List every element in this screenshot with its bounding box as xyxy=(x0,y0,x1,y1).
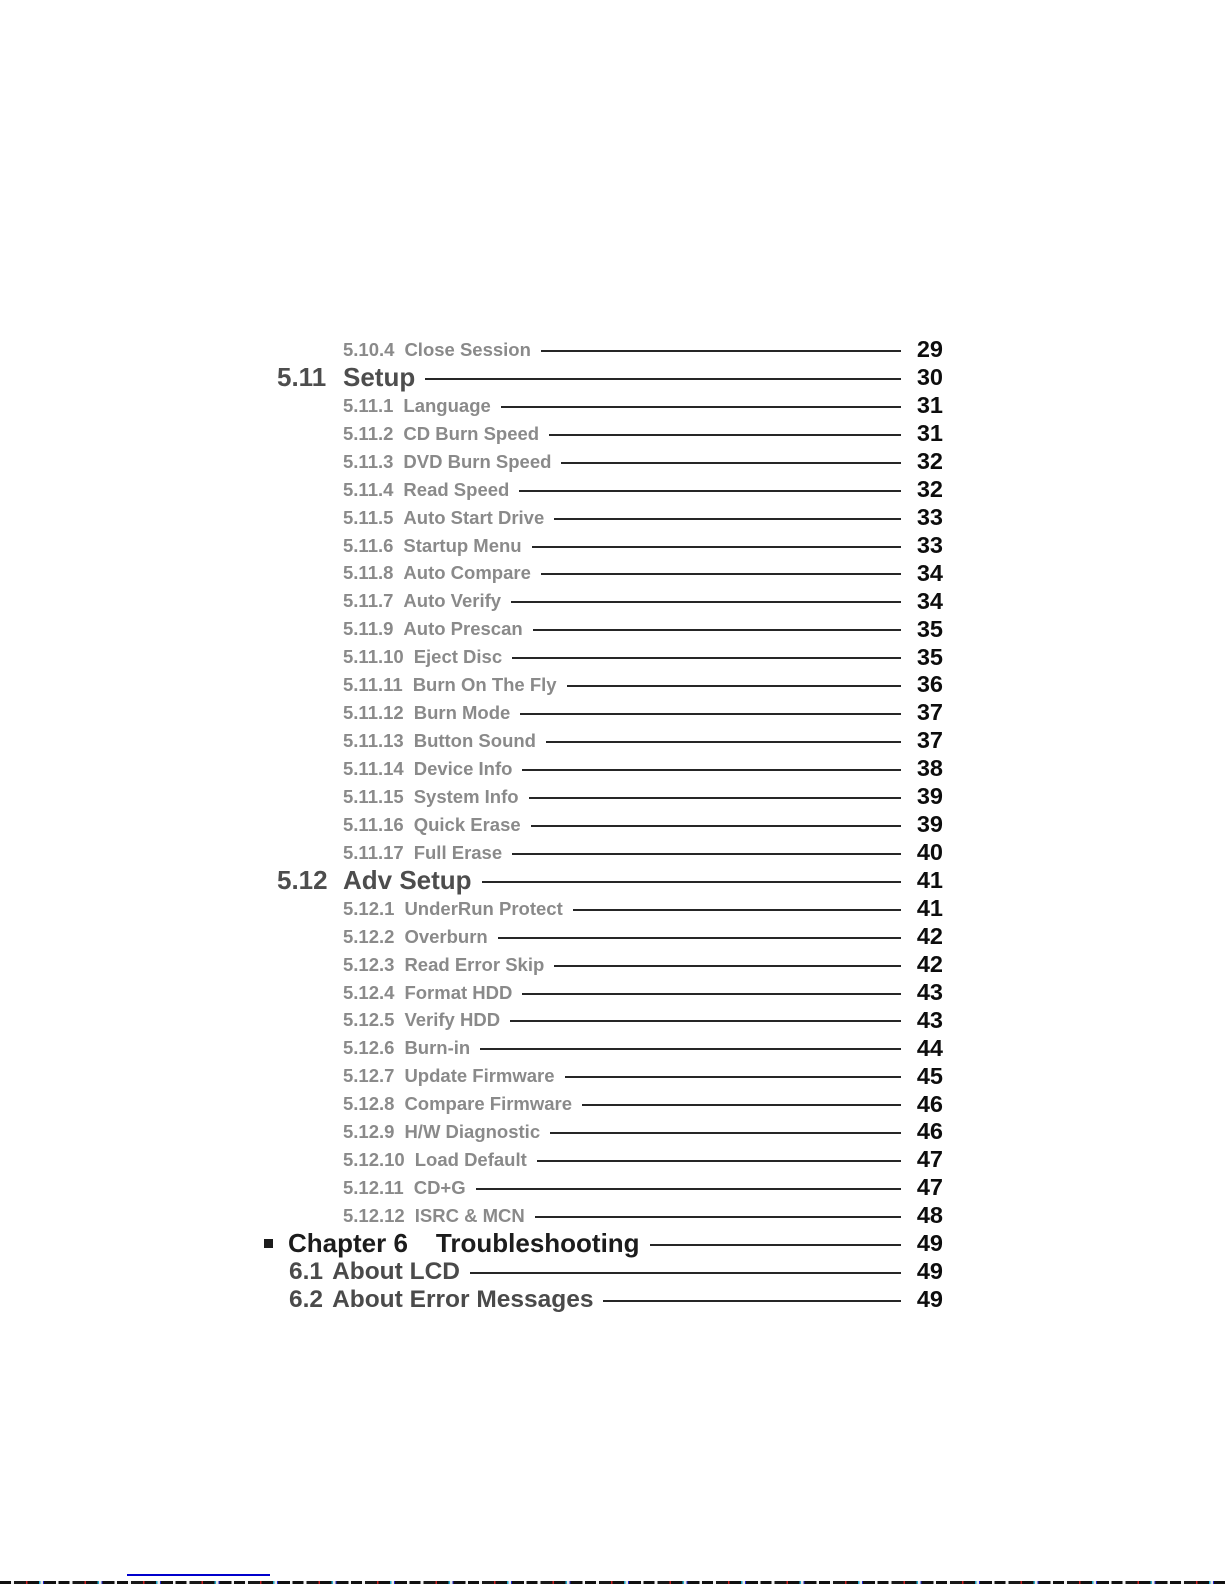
entry-title: Troubleshooting xyxy=(435,1228,640,1259)
page-number: 31 xyxy=(916,420,943,447)
page-number: 49 xyxy=(916,1258,943,1285)
leader-line xyxy=(537,1160,901,1162)
toc-entry xyxy=(263,532,943,560)
toc-entry xyxy=(263,699,943,727)
entry-title: Language xyxy=(403,394,491,416)
leader-line xyxy=(501,406,901,408)
page-number: 32 xyxy=(916,447,943,474)
entry-number: 5.11 xyxy=(277,362,327,393)
toc-entry xyxy=(263,951,943,979)
entry-title: Verify HDD xyxy=(404,1009,501,1031)
entry-title: Eject Disc xyxy=(413,646,503,668)
page-number: 47 xyxy=(916,1174,943,1201)
toc-entry xyxy=(263,1286,943,1314)
toc-entry xyxy=(263,1174,943,1202)
page-number: 43 xyxy=(916,978,943,1005)
page-number: 49 xyxy=(916,1230,943,1257)
leader-line xyxy=(582,1104,901,1106)
leader-line xyxy=(549,434,901,436)
page-number: 47 xyxy=(916,1146,943,1173)
entry-number: 6.1 xyxy=(289,1257,324,1285)
toc-entry xyxy=(263,1146,943,1174)
leader-line xyxy=(470,1272,901,1274)
entry-number: 5.12.3 xyxy=(343,953,395,975)
toc-entry xyxy=(263,448,943,476)
toc-entry xyxy=(263,811,943,839)
leader-line xyxy=(512,657,901,659)
toc-entry xyxy=(263,1062,943,1090)
entry-number: 5.11.12 xyxy=(343,702,404,724)
entry-number: 5.11.8 xyxy=(343,562,394,584)
entry-title: Auto Prescan xyxy=(403,618,523,640)
entry-number: 5.11.11 xyxy=(343,674,403,696)
toc-entry xyxy=(263,364,943,392)
entry-number: 5.12.7 xyxy=(343,1065,395,1087)
entry-number: 5.12.6 xyxy=(343,1037,395,1059)
entry-title: ISRC & MCN xyxy=(414,1205,525,1227)
entry-number: 5.11.2 xyxy=(343,422,394,444)
leader-line xyxy=(480,1048,901,1050)
entry-number: 5.11.4 xyxy=(343,478,394,500)
leader-line xyxy=(425,378,901,380)
entry-title: Auto Compare xyxy=(403,562,531,584)
entry-number: 5.12.4 xyxy=(343,981,395,1003)
leader-line xyxy=(522,993,901,995)
entry-title: System Info xyxy=(413,785,519,807)
leader-line xyxy=(573,909,901,911)
toc-entry xyxy=(263,895,943,923)
entry-number: 5.11.5 xyxy=(343,506,394,528)
entry-title: CD Burn Speed xyxy=(403,422,540,444)
entry-title: Auto Start Drive xyxy=(403,506,545,528)
entry-title: About LCD xyxy=(332,1257,460,1285)
toc-entry xyxy=(263,1007,943,1035)
entry-title: Device Info xyxy=(413,758,513,780)
entry-number: 5.10.4 xyxy=(343,338,395,360)
entry-title: Burn On The Fly xyxy=(412,674,557,696)
page-number: 38 xyxy=(916,755,943,782)
entry-number: 5.12.9 xyxy=(343,1121,395,1143)
table-of-contents xyxy=(263,336,943,1314)
page-number: 37 xyxy=(916,727,943,754)
entry-title: Full Erase xyxy=(413,841,503,863)
toc-entry xyxy=(263,643,943,671)
entry-number: 5.12.8 xyxy=(343,1093,395,1115)
leader-line xyxy=(533,629,901,631)
leader-line xyxy=(511,601,901,603)
entry-number: Chapter 6 xyxy=(288,1228,408,1259)
toc-entry xyxy=(263,1118,943,1146)
page-number: 42 xyxy=(916,922,943,949)
leader-line xyxy=(541,573,901,575)
entry-title: DVD Burn Speed xyxy=(403,450,552,472)
page-number: 30 xyxy=(916,364,943,391)
leader-line xyxy=(567,685,901,687)
toc-entry xyxy=(263,615,943,643)
entry-number: 5.11.6 xyxy=(343,534,394,556)
leader-line xyxy=(554,518,901,520)
page-number: 31 xyxy=(916,392,943,419)
entry-title: Startup Menu xyxy=(403,534,522,556)
toc-entry xyxy=(263,839,943,867)
entry-number: 5.11.1 xyxy=(343,394,394,416)
leader-line xyxy=(522,769,901,771)
entry-number: 5.12.11 xyxy=(343,1177,404,1199)
entry-title: Read Error Skip xyxy=(404,953,545,975)
leader-line xyxy=(541,350,901,352)
page-number: 34 xyxy=(916,559,943,586)
leader-line xyxy=(482,881,901,883)
square-bullet-icon xyxy=(264,1239,273,1248)
entry-number: 5.11.15 xyxy=(343,785,404,807)
page-number: 48 xyxy=(916,1202,943,1229)
entry-title: Adv Setup xyxy=(343,865,472,896)
entry-number: 5.11.17 xyxy=(343,841,404,863)
page-number: 35 xyxy=(916,643,943,670)
toc-entry xyxy=(263,1202,943,1230)
page-number: 44 xyxy=(916,1034,943,1061)
entry-number: 5.12.2 xyxy=(343,925,395,947)
entry-title: CD+G xyxy=(413,1177,466,1199)
toc-entry xyxy=(263,1034,943,1062)
toc-entry xyxy=(263,504,943,532)
leader-line xyxy=(512,853,901,855)
entry-title: UnderRun Protect xyxy=(404,897,563,919)
scan-artifact-page-edge xyxy=(0,1581,1225,1584)
page-number: 33 xyxy=(916,503,943,530)
page-number: 29 xyxy=(916,336,943,363)
entry-title: Setup xyxy=(343,362,416,393)
page-number: 35 xyxy=(916,615,943,642)
page-number: 39 xyxy=(916,783,943,810)
toc-entry xyxy=(263,587,943,615)
toc-entry xyxy=(263,1230,943,1258)
entry-title: Button Sound xyxy=(413,730,536,752)
page-number: 43 xyxy=(916,1006,943,1033)
page-number: 32 xyxy=(916,475,943,502)
entry-number: 5.11.9 xyxy=(343,618,394,640)
toc-entry xyxy=(263,727,943,755)
entry-title: Quick Erase xyxy=(413,813,521,835)
entry-number: 5.11.16 xyxy=(343,813,404,835)
toc-entry xyxy=(263,923,943,951)
entry-number: 6.2 xyxy=(289,1285,324,1313)
page-number: 49 xyxy=(916,1286,943,1313)
page-number: 46 xyxy=(916,1090,943,1117)
page-number: 37 xyxy=(916,699,943,726)
entry-number: 5.12.5 xyxy=(343,1009,395,1031)
leader-line xyxy=(554,965,901,967)
toc-entry xyxy=(263,560,943,588)
entry-title: Format HDD xyxy=(404,981,513,1003)
entry-number: 5.12.1 xyxy=(343,897,395,919)
toc-entry xyxy=(263,1258,943,1286)
entry-title: Close Session xyxy=(404,338,531,360)
page-number: 33 xyxy=(916,531,943,558)
page-number: 39 xyxy=(916,811,943,838)
toc-entry xyxy=(263,783,943,811)
page-number: 41 xyxy=(916,867,943,894)
leader-line xyxy=(531,825,901,827)
entry-title: Update Firmware xyxy=(404,1065,555,1087)
leader-line xyxy=(550,1132,901,1134)
entry-title: Overburn xyxy=(404,925,488,947)
entry-title: Auto Verify xyxy=(403,590,502,612)
page-number: 42 xyxy=(916,950,943,977)
entry-title: About Error Messages xyxy=(332,1285,594,1313)
page-number: 34 xyxy=(916,587,943,614)
leader-line xyxy=(603,1300,901,1302)
entry-title: Read Speed xyxy=(403,478,510,500)
page-number: 45 xyxy=(916,1062,943,1089)
toc-entry xyxy=(263,755,943,783)
toc-entry xyxy=(263,1090,943,1118)
entry-title: Burn-in xyxy=(404,1037,471,1059)
page-number: 36 xyxy=(916,671,943,698)
entry-number: 5.11.3 xyxy=(343,450,394,472)
entry-title: Load Default xyxy=(414,1149,527,1171)
entry-title: Compare Firmware xyxy=(404,1093,573,1115)
leader-line xyxy=(546,741,901,743)
entry-number: 5.12.12 xyxy=(343,1205,405,1227)
leader-line xyxy=(529,797,901,799)
toc-entry xyxy=(263,336,943,364)
entry-number: 5.11.10 xyxy=(343,646,404,668)
toc-entry xyxy=(263,979,943,1007)
page-number: 40 xyxy=(916,839,943,866)
leader-line xyxy=(476,1188,901,1190)
leader-line xyxy=(535,1216,901,1218)
leader-line xyxy=(650,1244,901,1246)
toc-entry xyxy=(263,392,943,420)
entry-number: 5.11.14 xyxy=(343,758,404,780)
entry-number: 5.11.7 xyxy=(343,590,394,612)
leader-line xyxy=(519,490,901,492)
toc-entry xyxy=(263,476,943,504)
leader-line xyxy=(510,1020,901,1022)
leader-line xyxy=(565,1076,901,1078)
entry-number: 5.11.13 xyxy=(343,730,404,752)
page-number: 46 xyxy=(916,1118,943,1145)
toc-entry xyxy=(263,420,943,448)
entry-title: H/W Diagnostic xyxy=(404,1121,541,1143)
entry-number: 5.12.10 xyxy=(343,1149,405,1171)
page-number: 41 xyxy=(916,894,943,921)
leader-line xyxy=(498,937,901,939)
leader-line xyxy=(520,713,901,715)
leader-line xyxy=(561,462,901,464)
scan-artifact-blue-line xyxy=(127,1574,270,1576)
toc-entry xyxy=(263,671,943,699)
toc-entry xyxy=(263,867,943,895)
entry-title: Burn Mode xyxy=(413,702,511,724)
entry-number: 5.12 xyxy=(277,865,328,896)
leader-line xyxy=(532,546,901,548)
